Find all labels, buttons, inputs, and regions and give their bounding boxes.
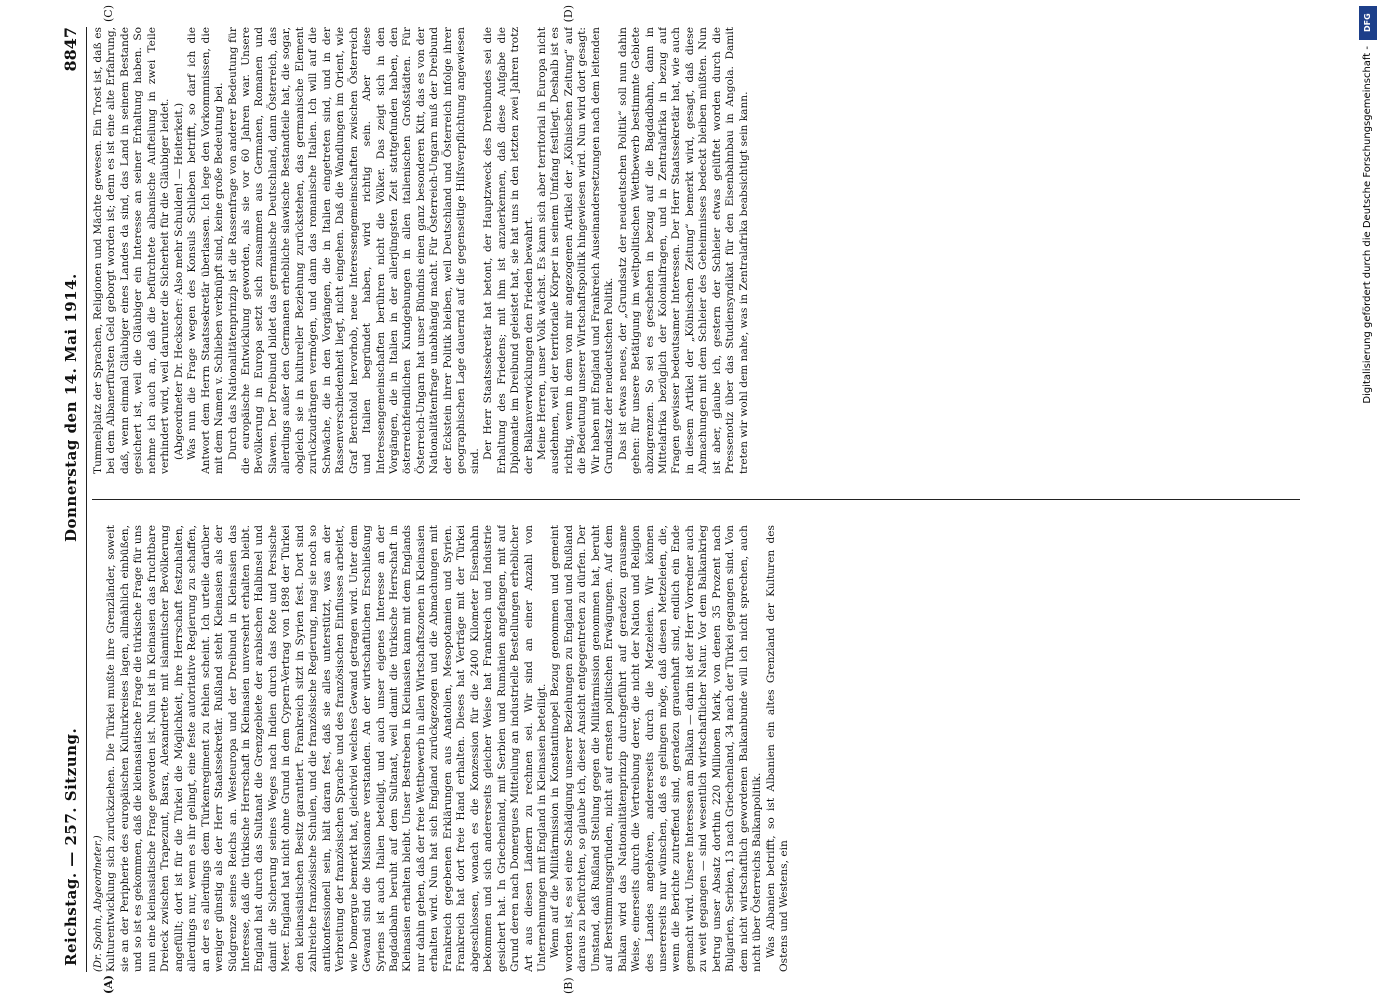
margin-marker-c: (C) xyxy=(102,5,115,22)
left-paragraph: Wenn auf die Militärmission in Konstantinopel Bezug genommen und gemeint worden ist, es sei eine Schädigung unserer Beziehungen zu England und Rußland daraus zu befürchten, so glaube ich, dieser Ansicht entgegentreten zu dürfen. Der Umstand, daß Rußland Stellung gegen die Militärmission genommen hat, beruht auf Berstimmungsgründen, nicht auf ernsten politischen Erwägungen. Auf dem Balkan wird das Nationalitätenprinzip durchgeführt auf geradezu grausame Weise, einerseits durch die Vertreibung derer, die nicht der Nation und Religion des Landes angehören, andererseits durch die Metzeleien. Wir können unsererseits nur wünschen, daß es gelingen möge, daß diesen Metzeleien, die, wenn die Berichte zutreffend sind, geradezu grauenhaft sind, endlich ein Ende gemacht wird. Unsere Interessen am Balkan — darin ist der Herr Vorredner auch zu weit gegangen — sind wesentlich wirtschaftlicher Natur. Vor dem Balkankrieg betrug unser Absatz dorthin 220 Millionen Mark, von denen 35 Prozent nach Bulgarien, Serbien, 13 nach Griechenland, 34 nach der Türkei gegangen sind. Von dem nicht wirtschaftlich gewordenen Balkanbunde will ich nicht sprechen, auch nicht über Österreichs Balkanpolitik. xyxy=(549,525,764,972)
right-paragraph: Was nun die Frage wegen des Konsuls Schlieben betrifft, so darf ich die Antwort dem Herrn Staatssekretär überlassen. Ich lege den Vorkommnissen, die mit dem Namen v. Schlieben verknüpft sind, keine große Bedeutung bei. xyxy=(186,27,226,474)
newspaper-page xyxy=(40,5,1340,994)
right-column xyxy=(92,27,1300,474)
header-date: Donnerstag den 14. Mai 1914. xyxy=(62,273,80,542)
left-paragraph: Kulturentwicklung sich zurückziehen. Die Türkei mußte ihre Grenzländer, soweit sie an der Peripherie des europäischen Kulturkreises lagen, allmählich einbüßen, und so ist es gekommen, daß die kleinasiatische Frage die türkische Frage für uns nun eine kleinasiatische Frage geworden ist. Nun ist in Kleinasien das fruchtbare Dreieck zwischen Trapezunt, Basra, Alexandrette mit islamitischer Bevölkerung angefüllt; dort ist für die Türkei die Möglichkeit, ihre Herrschaft festzuhalten, allerdings nur, wenn es ihr gelingt, eine feste autoritative Regierung zu schaffen, an der es allerdings dem Türkenregiment zu fehlen scheint. Ich urteile darüber weniger günstig als der Herr Staatssekretär. Rußland steht Kleinasien als der Südgrenze seines Reichs an. Westeuropa und der Dreibund in Kleinasien das Interesse, daß die türkische Herrschaft in Kleinasien unversehrt erhalten bleibt. England hat durch das Sultanat die Grenzgebiete der arabischen Halbinsel und damit die Sicherung seines Weges nach Indien durch das Rote und Persische Meer. England hat nicht ohne Grund in dem Cypern-Vertrag von 1898 der Türkei den kleinasiatischen Besitz garantiert. Frankreich sitzt in Syrien fest. Dort sind zahlreiche französische Schulen, und die französische Regierung, mag sie noch so antikonfessionell sein, hält daran fest, daß sie alles unterstützt, was an der Verbreitung der französischen Sprache und des französischen Einflusses arbeitet, wie Domergue bemerkt hat, gleichviel welches Gewand getragen wird. Unter dem Gewand sind die Missionare verstanden. An der wirtschaftlichen Erschließung Syriens ist auch Italien beteiligt, und auch unser eigenes Interesse an der Bagdadbahn beruht auf dem Sultanat, weil damit die türkische Herrschaft in Kleinasien erhalten bleibt. Unser Bestreben in Kleinasien kann mit dem Englands nur dahin gehen, daß der freie Wettbewerb in allen Wirtschaftszonen in Kleinasien erhalten wird. Nun hat sich England zurückgezogen und die Abmachungen mit Frankreich gegebenen Erklärungen aus Anatolien, Mesopotamien und Syrien. Frankreich hat dort freie Hand erhalten. Dieses hat Verträge mit der Türkei abgeschlossen, wonach es die Konzession für die 2400 Kilometer Eisenbahn bekommen und sich andererseits gleicher Weise hat Frankreich und Industrie gesichert hat. In Griechenland, mit Serbien und Rumänien angefangen, mit auf Grund deren nach Domergues Mitteilung an industrielle Bestellungen erheblicher Art aus diesen Ländern zu rechnen sei. Wir sind an einer Anzahl von Unternehmungen mit England in Kleinasien beteiligt. xyxy=(105,525,548,972)
digitization-credit: Digitalisierung gefördert durch die Deutsche Forschungsgemeinschaft - xyxy=(1362,46,1373,404)
page-number: 8847 xyxy=(61,27,80,72)
text-columns xyxy=(92,5,1300,994)
right-paragraph: Tummelplatz der Sprachen, Religionen und Mächte gewesen. Ein Trost ist, daß es bei dem Albanerfürsten Geld geborgt worden ist; denn es ist eine alte Erfahrung, daß, wenn einmal Gläubiger eines Landes da sind, das Land in seinem Bestande gesichert ist, weil die Gläubiger ein Interesse an seiner Erhaltung haben. So nehme ich auch an, daß die befürchtete albanische Aufteilung in zwei Teile verhindert wird, weil darunter die Sicherheit für die Gläubiger leidet. xyxy=(92,27,172,474)
margin-marker-d: (D) xyxy=(562,5,575,23)
column-divider xyxy=(92,499,1300,500)
right-paragraph: Der Herr Staatssekretär hat betont, der Hauptzweck des Dreibundes sei die Erhaltung des Friedens; mit ihm ist anzuerkennen, daß diese Aufgabe die Diplomatie im Dreibund geleistet hat, sie hat uns in den letzten zwei Jahren trotz der Balkanverwicklungen den Frieden bewahrt. xyxy=(482,27,535,474)
left-paragraph: Was Albanien betrifft, so ist Albanien ein altes Grenzland der Kulturen des Ostens und Westens, ein xyxy=(764,525,791,972)
margin-marker-b: (B) xyxy=(562,977,575,994)
page-header xyxy=(58,27,80,972)
dfg-logo: DFG xyxy=(1359,6,1377,40)
speaker-note: (Dr. Spahn, Abgeordneter.) xyxy=(93,835,104,972)
margin-marker-a: (A) xyxy=(102,975,115,994)
header-rule xyxy=(86,27,87,972)
right-paragraph: Das ist etwas neues, der „Grundsatz der neudeutschen Politik“ soll nun dahin gehen: für unsere Betätigung im weltpolitischen Wettbewerb bestimmte Gebiete abzugrenzen. So sei es geschehen in bezug auf die Bagdadbahn, dann in Mittelafrika bezüglich der Kolonialfragen, und in Zentralafrika in bezug auf Fragen gewisser bedeutsamer Interessen. Der Herr Staatssekretär hat, wie auch in diesem Artikel der „Kölnischen Zeitung“ bemerkt wird, gesagt, daß diese Abmachungen mit dem Schleier des Geheimnisses bedeckt bleiben müßten. Nun ist aber, glaube ich, gestern der Schleier etwas gelüftet worden durch die Pressenotiz über das Studiensyndikat für den Eisenbahnbau in Angola. Damit treten wir wohl dem nahe, was in Zentralafrika beabsichtigt sein kann. xyxy=(616,27,750,474)
header-session: Reichstag. — 257. Sitzung. xyxy=(62,727,80,966)
right-paragraph: Meine Herren, unser Volk wächst. Es kann sich aber territorial in Europa nicht ausdehnen, weil der territoriale Körper in seinem Umfang festliegt. Deshalb ist es richtig, wenn in dem von mir angezogenen Artikel der „Kölnischen Zeitung“ auf die Bedeutung unserer Wirtschaftspolitik hingewiesen wird. Nun wird dort gesagt: Wir haben mit England und Frankreich Auseinandersetzungen nach dem leitenden Grundsatz der neudeutschen Politik. xyxy=(535,27,616,474)
interjection: (Abgeordneter Dr. Heckscher: Also mehr Schulden! — Heiterkeit.) xyxy=(172,102,185,460)
left-column xyxy=(92,525,1300,972)
right-paragraph: Durch das Nationalitätenprinzip ist die Rassenfrage von anderer Bedeutung für die europäische Entwicklung geworden, als sie vor 60 Jahren war. Unsere Bevölkerung in Europa setzt sich zusammen aus Germanen, Romanen und Slawen. Der Dreibund bildet das germanische Deutschland, dann Österreich, das allerdings außer den Germanen erhebliche slawische Bestandteile hat, die sogar, obgleich sie in kultureller Beziehung zurückstehen, das germanische Element zurückzudrängen vermögen, und dann das romanische Italien. Ich will auf die Schwäche, die in den Vorgängen, die in Italien eingetreten sind, und in der Rassenverschiedenheit liegt, nicht eingehen. Daß die Wandlungen im Orient, wie Graf Berchtold hervorhob, neue Interessengemeinschaften zwischen Österreich und Italien begründet haben, wird richtig sein. Aber diese Interessengemeinschaften berühren nicht die Völker. Das zeigt sich in den Vorgängen, die in Italien in der allerjüngsten Zeit stattgefunden haben, den österreichfeindlichen Kundgebungen in allen italienischen Großstädten. Für Österreich-Ungarn hat unser Bündnis einen ganz besonderen Kitt, das es von der Nationalitätenfrage unabhängig macht. Für Österreich-Ungarn muß der Dreibund der Eckstein ihrer Politik bleiben, weil Deutschland und Österreich infolge ihrer geographischen Lage dauernd auf die gegenseitige Hilfsverpflichtung angewiesen sind. xyxy=(226,27,481,474)
digitization-note xyxy=(1351,0,1381,1000)
